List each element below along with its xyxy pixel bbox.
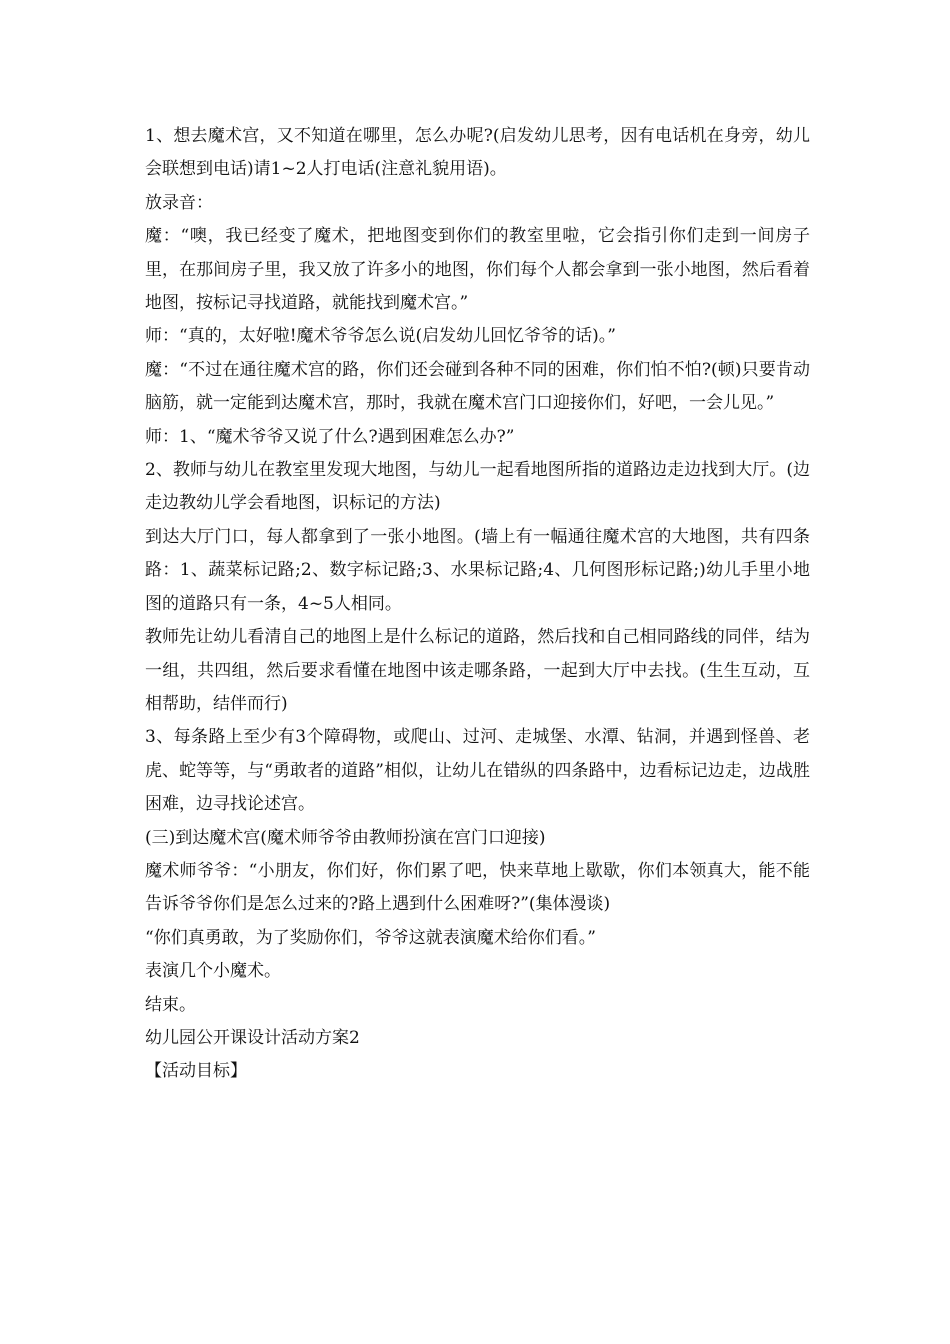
- paragraph-perform-magic: 表演几个小魔术。: [145, 961, 281, 982]
- paragraph-play-recording: 放录音：: [145, 192, 213, 213]
- paragraph-step-3-obstacles: 3、每条路上至少有3个障碍物，或爬山、过河、走城堡、水潭、钻洞，并遇到怪兽、老虎、蛇等等，与“勇敢者的道路”相似，让幼儿在错纵的四条路中，边看标记边走，边战胜困难，边寻找论述宫。: [145, 727, 810, 815]
- paragraph-teacher-question: 师：1、“魔术爷爷又说了什么?遇到困难怎么办?”: [145, 426, 515, 447]
- paragraph-end: 结束。: [145, 994, 196, 1015]
- paragraph-step-1-phone: 1、想去魔术宫，又不知道在哪里，怎么办呢?(启发幼儿思考，因有电话机在身旁，幼儿会联想到电话)请1~2人打电话(注意礼貌用语)。: [145, 126, 810, 180]
- paragraph-hall-small-map: 到达大厅门口，每人都拿到了一张小地图。(墙上有一幅通往魔术宫的大地图，共有四条路：1、蔬菜标记路;2、数字标记路;3、水果标记路;4、几何图形标记路;)幼儿手里小地图的道路只有一条，4~5人相同。: [145, 526, 810, 614]
- paragraph-grouping: 教师先让幼儿看清自己的地图上是什么标记的道路，然后找和自己相同路线的同伴，结为一组，共四组，然后要求看懂在地图中该走哪条路，一起到大厅中去找。(生生互动，互相帮助，结伴而行): [145, 627, 810, 714]
- paragraph-magician-difficulties: 魔：“不过在通往魔术宫的路，你们还会碰到各种不同的困难，你们怕不怕?(顿)只要肯动脑筋，就一定能到达魔术宫，那时，我就在魔术宫门口迎接你们，好吧，一会儿见。”: [145, 359, 810, 414]
- paragraph-magician-map: 魔：“噢，我已经变了魔术，把地图变到你们的教室里啦，它会指引你们走到一间房子里，在那间房子里，我又放了许多小的地图，你们每个人都会拿到一张小地图，然后看着地图，按标记寻找道路，就能找到魔术宫。”: [145, 226, 810, 314]
- paragraph-activity-goals-heading: 【活动目标】: [145, 1061, 247, 1082]
- paragraph-teacher-response: 师：“真的，太好啦!魔术爷爷怎么说(启发幼儿回忆爷爷的话)。”: [145, 326, 616, 347]
- paragraph-step-2-big-map: 2、教师与幼儿在教室里发现大地图，与幼儿一起看地图所指的道路边走边找到大厅。(边走边教幼儿学会看地图，识标记的方法): [145, 460, 810, 514]
- paragraph-magician-greeting: 魔术师爷爷：“小朋友，你们好，你们累了吧，快来草地上歇歇，你们本领真大，能不能告诉爷爷你们是怎么过来的?路上遇到什么困难呀?”(集体漫谈): [145, 860, 810, 915]
- document-body: [145, 120, 810, 1089]
- paragraph-reward: “你们真勇敢，为了奖励你们，爷爷这就表演魔术给你们看。”: [145, 927, 596, 948]
- paragraph-section-3-heading: (三)到达魔术宫(魔术师爷爷由教师扮演在宫门口迎接): [145, 827, 546, 848]
- paragraph-plan-2-title: 幼儿园公开课设计活动方案2: [145, 1027, 360, 1048]
